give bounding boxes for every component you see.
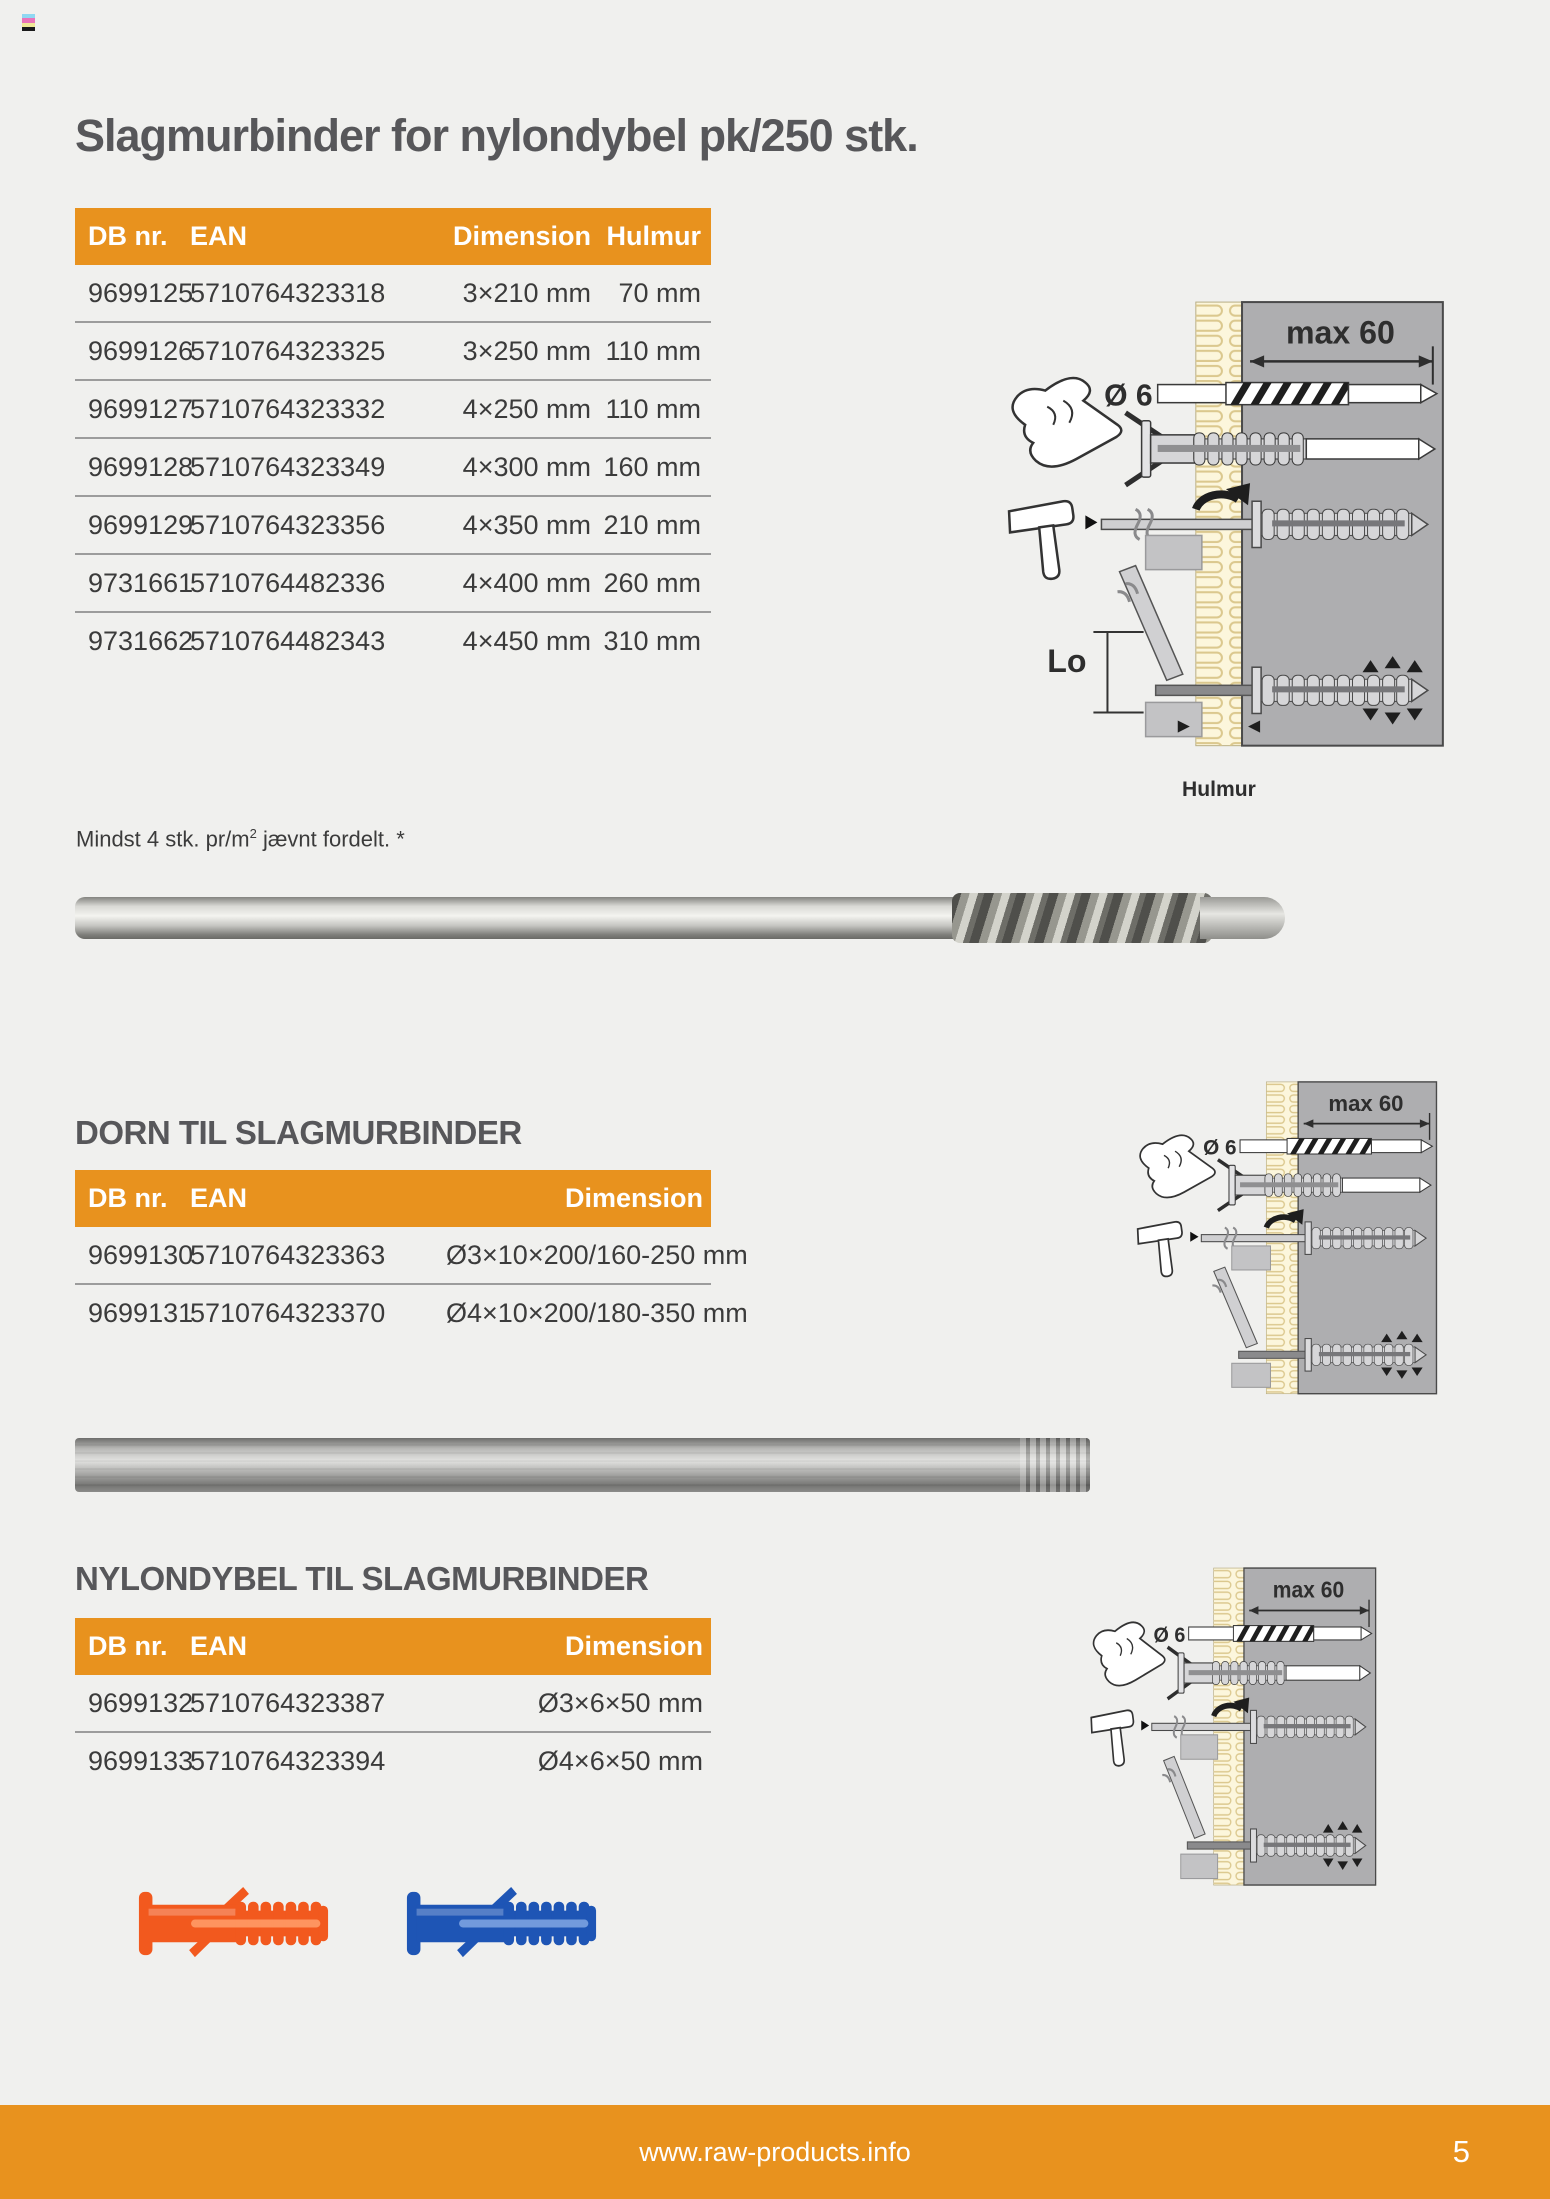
rod-twisted-end <box>952 893 1212 943</box>
table-cell: 70 mm <box>618 277 701 308</box>
table-cell: 4×350 mm <box>462 509 591 540</box>
table-row <box>75 553 711 611</box>
column-header: Dimension <box>564 1183 703 1213</box>
table-cell: Ø3×10×200/160-250 mm <box>446 1239 748 1270</box>
table-cell: 4×300 mm <box>462 451 591 482</box>
table-cell: 9699130 <box>88 1239 194 1270</box>
table-cell: 5710764482336 <box>190 567 386 598</box>
table-cell: 9699125 <box>88 277 194 308</box>
installation-diagram-svg: max 60 Ø 6 Lo Hulmur <box>1128 1072 1460 1434</box>
nylon-plug-blue-photo <box>405 1885 598 1962</box>
rod-tip <box>1200 897 1285 939</box>
note-prefix: Mindst 4 stk. pr/m <box>76 826 250 852</box>
table-row <box>75 1283 748 1341</box>
table-cell: 5710764323387 <box>190 1687 386 1718</box>
hammer-icon <box>1138 1222 1182 1277</box>
table-cell: 4×250 mm <box>462 393 591 424</box>
column-header: DB nr. <box>88 1631 168 1661</box>
nylondybel-table <box>75 1618 711 1789</box>
table-cell: 110 mm <box>605 393 701 424</box>
table-row <box>75 265 711 321</box>
column-header: Dimension <box>452 221 591 251</box>
column-header: EAN <box>190 1183 248 1213</box>
table-cell: 9731661 <box>88 567 194 598</box>
table-row <box>75 1227 748 1283</box>
table-cell: 9699128 <box>88 451 194 482</box>
column-header: EAN <box>190 221 248 251</box>
note-superscript: 2 <box>249 826 257 841</box>
hammer-icon <box>1009 501 1073 579</box>
table-cell: Ø4×6×50 mm <box>537 1745 703 1776</box>
table-cell: 310 mm <box>603 625 701 656</box>
table-cell: 5710764323318 <box>190 277 386 308</box>
bent-tie-step: Lo <box>1212 1267 1426 1387</box>
table-body <box>75 1227 748 1341</box>
column-header: DB nr. <box>88 221 168 251</box>
print-color-stripe <box>22 27 35 31</box>
lo-dimension <box>1047 632 1143 712</box>
table-row <box>75 1675 711 1731</box>
installation-diagram-svg: max 60 Ø 6 Lo Hulmur <box>1082 1558 1398 1926</box>
nylon-plug-image <box>137 1885 330 1962</box>
section-heading-nylondybel: NYLONDYBEL TIL SLAGMURBINDER <box>75 1560 649 1597</box>
table-row <box>75 1731 711 1789</box>
rod-shank <box>75 897 995 939</box>
column-header: EAN <box>190 1631 248 1661</box>
table-cell: 9699127 <box>88 393 194 424</box>
svg-text:Ø 6: Ø 6 <box>1203 1136 1237 1160</box>
svg-text:Hulmur: Hulmur <box>1182 777 1256 801</box>
hammer-icon <box>1091 1710 1133 1766</box>
svg-text:max 60: max 60 <box>1272 1576 1345 1603</box>
table-cell: Ø3×6×50 mm <box>537 1687 703 1718</box>
slagmurbinder-table <box>75 208 711 669</box>
table-row <box>75 495 711 553</box>
note-text <box>76 826 405 852</box>
installation-diagram-svg <box>995 288 1477 803</box>
table-cell: 9699129 <box>88 509 194 540</box>
svg-text:Lo: Lo <box>1047 643 1087 680</box>
svg-text:Ø 6: Ø 6 <box>1104 379 1153 413</box>
nylon-plug-orange-photo <box>137 1885 330 1962</box>
table-body <box>75 265 711 669</box>
table-cell: 9731662 <box>88 625 194 656</box>
table-row <box>75 611 711 669</box>
table-header-row <box>75 1618 711 1675</box>
table-row <box>75 437 711 495</box>
table-header-row <box>75 208 711 265</box>
table-cell: 3×250 mm <box>462 335 591 366</box>
table-cell: 4×400 mm <box>462 567 591 598</box>
table-cell: 5710764323325 <box>190 335 386 366</box>
table-cell: 3×210 mm <box>462 277 591 308</box>
product-photo-slagmurbinder <box>75 890 1285 946</box>
column-header: Hulmur <box>606 221 701 251</box>
table-cell: 9699126 <box>88 335 194 366</box>
table-cell: 9699132 <box>88 1687 194 1718</box>
table-row <box>75 321 711 379</box>
table-cell: 9699131 <box>88 1297 194 1328</box>
table-header-row <box>75 1170 711 1227</box>
note-suffix: jævnt fordelt. * <box>256 826 405 852</box>
dorn-table <box>75 1170 748 1341</box>
table-cell: 5710764323332 <box>190 393 386 424</box>
table-cell: 110 mm <box>605 335 701 366</box>
product-photo-dorn <box>75 1438 1090 1492</box>
table-row <box>75 379 711 437</box>
column-header: DB nr. <box>88 1183 168 1213</box>
table-cell: 210 mm <box>603 509 701 540</box>
section-heading-dorn: DORN TIL SLAGMURBINDER <box>75 1114 522 1151</box>
table-cell: Ø4×10×200/180-350 mm <box>446 1297 748 1328</box>
column-header: Dimension <box>564 1631 703 1661</box>
footer-bar <box>0 2105 1550 2199</box>
svg-text:max 60: max 60 <box>1328 1090 1404 1116</box>
installation-diagram-small <box>1082 1558 1398 1926</box>
table-cell: 9699133 <box>88 1745 194 1776</box>
footer-url-link[interactable]: www.raw-products.info <box>639 2136 911 2167</box>
nylon-plug-image <box>405 1885 598 1962</box>
page-title: Slagmurbinder for nylondybel pk/250 stk. <box>75 110 918 161</box>
table-cell: 5710764323363 <box>190 1239 386 1270</box>
table-body <box>75 1675 711 1789</box>
page-number: 5 <box>1452 2134 1470 2169</box>
installation-diagram-small <box>1128 1072 1460 1434</box>
svg-text:max 60: max 60 <box>1285 314 1395 351</box>
bent-tie-step: Lo <box>1162 1756 1365 1878</box>
print-registration-mark <box>22 14 35 31</box>
table-cell: 5710764323349 <box>190 451 386 482</box>
table-cell: 260 mm <box>603 567 701 598</box>
installation-diagram-large <box>995 288 1477 803</box>
svg-text:Ø 6: Ø 6 <box>1153 1623 1186 1648</box>
table-cell: 4×450 mm <box>462 625 591 656</box>
table-cell: 5710764482343 <box>190 625 386 656</box>
table-cell: 5710764323370 <box>190 1297 386 1328</box>
table-cell: 5710764323356 <box>190 509 386 540</box>
table-cell: 5710764323394 <box>190 1745 386 1776</box>
table-cell: 160 mm <box>603 451 701 482</box>
